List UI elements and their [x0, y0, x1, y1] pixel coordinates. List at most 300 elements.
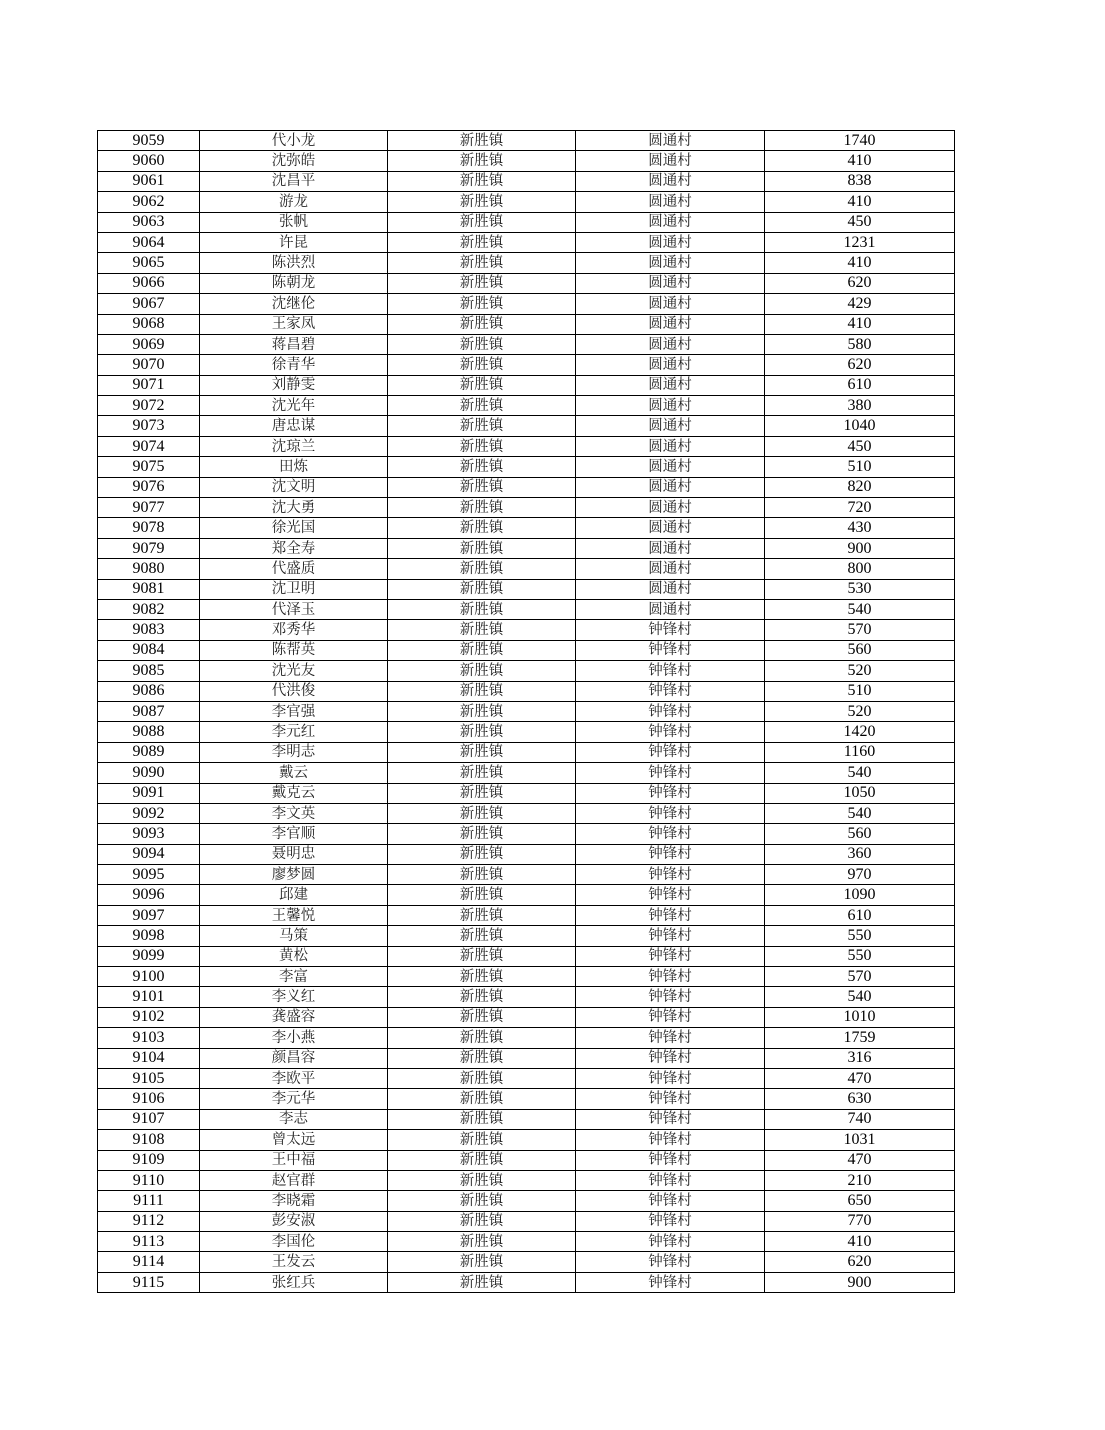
table-row	[98, 212, 955, 232]
town-cell: 新胜镇	[388, 1007, 576, 1027]
name-cell: 郑全寿	[200, 538, 388, 558]
town-cell: 新胜镇	[388, 457, 576, 477]
village-cell: 钟锋村	[576, 1191, 765, 1211]
amount-cell: 820	[765, 477, 955, 497]
amount-cell: 610	[765, 375, 955, 395]
town-cell: 新胜镇	[388, 885, 576, 905]
name-cell: 李晓霜	[200, 1191, 388, 1211]
town-cell: 新胜镇	[388, 844, 576, 864]
name-cell: 沈文明	[200, 477, 388, 497]
amount-cell: 540	[765, 987, 955, 1007]
table-row	[98, 681, 955, 701]
amount-cell: 1090	[765, 885, 955, 905]
name-cell: 张帆	[200, 212, 388, 232]
name-cell: 蒋昌碧	[200, 334, 388, 354]
name-cell: 龚盛容	[200, 1007, 388, 1027]
name-cell: 戴克云	[200, 783, 388, 803]
amount-cell: 1231	[765, 232, 955, 252]
amount-cell: 1759	[765, 1028, 955, 1048]
table-row	[98, 253, 955, 273]
village-cell: 圆通村	[576, 375, 765, 395]
town-cell: 新胜镇	[388, 212, 576, 232]
table-row	[98, 967, 955, 987]
table-row	[98, 1252, 955, 1272]
amount-cell: 530	[765, 579, 955, 599]
table-row	[98, 987, 955, 1007]
village-cell: 圆通村	[576, 171, 765, 191]
name-cell: 李欧平	[200, 1068, 388, 1088]
village-cell: 钟锋村	[576, 1089, 765, 1109]
table-row	[98, 192, 955, 212]
name-cell: 代洪俊	[200, 681, 388, 701]
table-row	[98, 1232, 955, 1252]
village-cell: 圆通村	[576, 477, 765, 497]
village-cell: 钟锋村	[576, 1130, 765, 1150]
table-row	[98, 763, 955, 783]
town-cell: 新胜镇	[388, 599, 576, 619]
village-cell: 圆通村	[576, 232, 765, 252]
amount-cell: 450	[765, 212, 955, 232]
name-cell: 游龙	[200, 192, 388, 212]
row-id-cell: 9109	[98, 1150, 200, 1170]
name-cell: 沈卫明	[200, 579, 388, 599]
row-id-cell: 9094	[98, 844, 200, 864]
amount-cell: 470	[765, 1068, 955, 1088]
town-cell: 新胜镇	[388, 763, 576, 783]
table-row	[98, 946, 955, 966]
row-id-cell: 9093	[98, 824, 200, 844]
village-cell: 钟锋村	[576, 844, 765, 864]
row-id-cell: 9075	[98, 457, 200, 477]
village-cell: 圆通村	[576, 436, 765, 456]
name-cell: 赵官群	[200, 1170, 388, 1190]
village-cell: 钟锋村	[576, 1272, 765, 1292]
row-id-cell: 9096	[98, 885, 200, 905]
village-cell: 钟锋村	[576, 1211, 765, 1231]
row-id-cell: 9115	[98, 1272, 200, 1292]
row-id-cell: 9066	[98, 273, 200, 293]
village-cell: 钟锋村	[576, 763, 765, 783]
table-row	[98, 1007, 955, 1027]
amount-cell: 410	[765, 192, 955, 212]
village-cell: 圆通村	[576, 599, 765, 619]
table-row	[98, 579, 955, 599]
town-cell: 新胜镇	[388, 518, 576, 538]
amount-cell: 430	[765, 518, 955, 538]
amount-cell: 570	[765, 620, 955, 640]
row-id-cell: 9077	[98, 498, 200, 518]
table-row	[98, 294, 955, 314]
table-row	[98, 783, 955, 803]
name-cell: 田炼	[200, 457, 388, 477]
table-row	[98, 1048, 955, 1068]
village-cell: 圆通村	[576, 192, 765, 212]
village-cell: 圆通村	[576, 559, 765, 579]
amount-cell: 1050	[765, 783, 955, 803]
name-cell: 沈大勇	[200, 498, 388, 518]
row-id-cell: 9069	[98, 334, 200, 354]
town-cell: 新胜镇	[388, 1068, 576, 1088]
town-cell: 新胜镇	[388, 987, 576, 1007]
amount-cell: 620	[765, 273, 955, 293]
table-row	[98, 1150, 955, 1170]
village-cell: 钟锋村	[576, 1109, 765, 1129]
village-cell: 钟锋村	[576, 620, 765, 640]
village-cell: 圆通村	[576, 212, 765, 232]
town-cell: 新胜镇	[388, 498, 576, 518]
row-id-cell: 9099	[98, 946, 200, 966]
amount-cell: 800	[765, 559, 955, 579]
village-cell: 钟锋村	[576, 905, 765, 925]
amount-cell: 540	[765, 803, 955, 823]
town-cell: 新胜镇	[388, 742, 576, 762]
name-cell: 邓秀华	[200, 620, 388, 640]
name-cell: 许昆	[200, 232, 388, 252]
row-id-cell: 9059	[98, 131, 200, 151]
name-cell: 陈帮英	[200, 640, 388, 660]
town-cell: 新胜镇	[388, 1048, 576, 1068]
row-id-cell: 9060	[98, 151, 200, 171]
village-cell: 圆通村	[576, 579, 765, 599]
village-cell: 钟锋村	[576, 885, 765, 905]
name-cell: 李元华	[200, 1089, 388, 1109]
table-row	[98, 273, 955, 293]
town-cell: 新胜镇	[388, 314, 576, 334]
table-row	[98, 1089, 955, 1109]
amount-cell: 360	[765, 844, 955, 864]
village-cell: 钟锋村	[576, 926, 765, 946]
row-id-cell: 9105	[98, 1068, 200, 1088]
name-cell: 廖梦圆	[200, 865, 388, 885]
amount-cell: 900	[765, 538, 955, 558]
village-cell: 钟锋村	[576, 681, 765, 701]
name-cell: 李小燕	[200, 1028, 388, 1048]
town-cell: 新胜镇	[388, 131, 576, 151]
village-cell: 钟锋村	[576, 1048, 765, 1068]
village-cell: 钟锋村	[576, 824, 765, 844]
name-cell: 代盛质	[200, 559, 388, 579]
amount-cell: 610	[765, 905, 955, 925]
town-cell: 新胜镇	[388, 681, 576, 701]
town-cell: 新胜镇	[388, 722, 576, 742]
amount-cell: 510	[765, 681, 955, 701]
row-id-cell: 9087	[98, 701, 200, 721]
amount-cell: 550	[765, 946, 955, 966]
amount-cell: 620	[765, 1252, 955, 1272]
town-cell: 新胜镇	[388, 192, 576, 212]
village-cell: 钟锋村	[576, 1007, 765, 1027]
village-cell: 钟锋村	[576, 1150, 765, 1170]
amount-cell: 380	[765, 396, 955, 416]
amount-cell: 510	[765, 457, 955, 477]
row-id-cell: 9108	[98, 1130, 200, 1150]
amount-cell: 1740	[765, 131, 955, 151]
village-cell: 圆通村	[576, 416, 765, 436]
table-row	[98, 1191, 955, 1211]
town-cell: 新胜镇	[388, 803, 576, 823]
town-cell: 新胜镇	[388, 1252, 576, 1272]
village-cell: 圆通村	[576, 253, 765, 273]
village-cell: 圆通村	[576, 131, 765, 151]
row-id-cell: 9081	[98, 579, 200, 599]
town-cell: 新胜镇	[388, 824, 576, 844]
table-row	[98, 1028, 955, 1048]
amount-cell: 620	[765, 355, 955, 375]
amount-cell: 560	[765, 640, 955, 660]
name-cell: 李官顺	[200, 824, 388, 844]
town-cell: 新胜镇	[388, 1272, 576, 1292]
row-id-cell: 9064	[98, 232, 200, 252]
town-cell: 新胜镇	[388, 396, 576, 416]
name-cell: 邱建	[200, 885, 388, 905]
amount-cell: 838	[765, 171, 955, 191]
row-id-cell: 9076	[98, 477, 200, 497]
table-row	[98, 742, 955, 762]
town-cell: 新胜镇	[388, 171, 576, 191]
town-cell: 新胜镇	[388, 1170, 576, 1190]
table-row	[98, 824, 955, 844]
table-row	[98, 1109, 955, 1129]
name-cell: 李官强	[200, 701, 388, 721]
town-cell: 新胜镇	[388, 1211, 576, 1231]
town-cell: 新胜镇	[388, 1028, 576, 1048]
town-cell: 新胜镇	[388, 905, 576, 925]
table-row	[98, 436, 955, 456]
amount-cell: 540	[765, 763, 955, 783]
amount-cell: 410	[765, 151, 955, 171]
row-id-cell: 9089	[98, 742, 200, 762]
table-row	[98, 559, 955, 579]
town-cell: 新胜镇	[388, 620, 576, 640]
table-row	[98, 171, 955, 191]
village-cell: 圆通村	[576, 518, 765, 538]
town-cell: 新胜镇	[388, 926, 576, 946]
row-id-cell: 9092	[98, 803, 200, 823]
name-cell: 唐忠谋	[200, 416, 388, 436]
amount-cell: 970	[765, 865, 955, 885]
amount-cell: 650	[765, 1191, 955, 1211]
amount-cell: 1160	[765, 742, 955, 762]
name-cell: 张红兵	[200, 1272, 388, 1292]
table-row	[98, 355, 955, 375]
table-row	[98, 1130, 955, 1150]
amount-cell: 410	[765, 253, 955, 273]
row-id-cell: 9104	[98, 1048, 200, 1068]
name-cell: 王发云	[200, 1252, 388, 1272]
amount-cell: 520	[765, 661, 955, 681]
amount-cell: 429	[765, 294, 955, 314]
amount-cell: 470	[765, 1150, 955, 1170]
name-cell: 李明志	[200, 742, 388, 762]
town-cell: 新胜镇	[388, 355, 576, 375]
name-cell: 李国伦	[200, 1232, 388, 1252]
name-cell: 沈光年	[200, 396, 388, 416]
row-id-cell: 9097	[98, 905, 200, 925]
town-cell: 新胜镇	[388, 1232, 576, 1252]
town-cell: 新胜镇	[388, 640, 576, 660]
name-cell: 代小龙	[200, 131, 388, 151]
row-id-cell: 9073	[98, 416, 200, 436]
village-cell: 圆通村	[576, 314, 765, 334]
row-id-cell: 9071	[98, 375, 200, 395]
row-id-cell: 9082	[98, 599, 200, 619]
row-id-cell: 9111	[98, 1191, 200, 1211]
village-cell: 圆通村	[576, 538, 765, 558]
amount-cell: 720	[765, 498, 955, 518]
amount-cell: 450	[765, 436, 955, 456]
table-row	[98, 477, 955, 497]
row-id-cell: 9113	[98, 1232, 200, 1252]
town-cell: 新胜镇	[388, 1191, 576, 1211]
name-cell: 沈继伦	[200, 294, 388, 314]
town-cell: 新胜镇	[388, 1109, 576, 1129]
town-cell: 新胜镇	[388, 579, 576, 599]
name-cell: 聂明忠	[200, 844, 388, 864]
row-id-cell: 9078	[98, 518, 200, 538]
name-cell: 马策	[200, 926, 388, 946]
table-row	[98, 1068, 955, 1088]
row-id-cell: 9112	[98, 1211, 200, 1231]
table-row	[98, 334, 955, 354]
table-row	[98, 865, 955, 885]
table-row	[98, 151, 955, 171]
town-cell: 新胜镇	[388, 559, 576, 579]
table-row	[98, 518, 955, 538]
town-cell: 新胜镇	[388, 783, 576, 803]
name-cell: 沈光友	[200, 661, 388, 681]
table-row	[98, 661, 955, 681]
row-id-cell: 9095	[98, 865, 200, 885]
town-cell: 新胜镇	[388, 232, 576, 252]
town-cell: 新胜镇	[388, 538, 576, 558]
name-cell: 彭安淑	[200, 1211, 388, 1231]
village-cell: 圆通村	[576, 355, 765, 375]
row-id-cell: 9098	[98, 926, 200, 946]
table-row	[98, 416, 955, 436]
row-id-cell: 9065	[98, 253, 200, 273]
table-row	[98, 1272, 955, 1292]
town-cell: 新胜镇	[388, 946, 576, 966]
town-cell: 新胜镇	[388, 294, 576, 314]
row-id-cell: 9103	[98, 1028, 200, 1048]
town-cell: 新胜镇	[388, 375, 576, 395]
village-cell: 钟锋村	[576, 1068, 765, 1088]
village-cell: 钟锋村	[576, 1170, 765, 1190]
amount-cell: 210	[765, 1170, 955, 1190]
town-cell: 新胜镇	[388, 661, 576, 681]
amount-cell: 570	[765, 967, 955, 987]
name-cell: 颜昌容	[200, 1048, 388, 1068]
row-id-cell: 9085	[98, 661, 200, 681]
table-row	[98, 844, 955, 864]
name-cell: 徐光国	[200, 518, 388, 538]
amount-cell: 580	[765, 334, 955, 354]
table-row	[98, 375, 955, 395]
row-id-cell: 9079	[98, 538, 200, 558]
town-cell: 新胜镇	[388, 436, 576, 456]
name-cell: 刘静雯	[200, 375, 388, 395]
name-cell: 陈朝龙	[200, 273, 388, 293]
name-cell: 沈琼兰	[200, 436, 388, 456]
village-cell: 圆通村	[576, 396, 765, 416]
table-row	[98, 620, 955, 640]
row-id-cell: 9070	[98, 355, 200, 375]
village-cell: 圆通村	[576, 273, 765, 293]
row-id-cell: 9062	[98, 192, 200, 212]
town-cell: 新胜镇	[388, 334, 576, 354]
name-cell: 代泽玉	[200, 599, 388, 619]
village-cell: 钟锋村	[576, 865, 765, 885]
name-cell: 王馨悦	[200, 905, 388, 925]
village-cell: 钟锋村	[576, 783, 765, 803]
row-id-cell: 9067	[98, 294, 200, 314]
town-cell: 新胜镇	[388, 865, 576, 885]
table-row	[98, 599, 955, 619]
village-cell: 圆通村	[576, 457, 765, 477]
amount-cell: 740	[765, 1109, 955, 1129]
row-id-cell: 9106	[98, 1089, 200, 1109]
amount-cell: 520	[765, 701, 955, 721]
row-id-cell: 9100	[98, 967, 200, 987]
row-id-cell: 9063	[98, 212, 200, 232]
name-cell: 李元红	[200, 722, 388, 742]
name-cell: 沈昌平	[200, 171, 388, 191]
amount-cell: 1010	[765, 1007, 955, 1027]
table-row	[98, 905, 955, 925]
table-row	[98, 396, 955, 416]
row-id-cell: 9107	[98, 1109, 200, 1129]
village-cell: 钟锋村	[576, 701, 765, 721]
name-cell: 李富	[200, 967, 388, 987]
village-cell: 钟锋村	[576, 803, 765, 823]
table-row	[98, 1170, 955, 1190]
table-row	[98, 1211, 955, 1231]
name-cell: 陈洪烈	[200, 253, 388, 273]
name-cell: 曾太远	[200, 1130, 388, 1150]
table-row	[98, 885, 955, 905]
table-row	[98, 803, 955, 823]
village-cell: 钟锋村	[576, 742, 765, 762]
amount-cell: 410	[765, 1232, 955, 1252]
village-cell: 钟锋村	[576, 1028, 765, 1048]
name-cell: 沈弥皓	[200, 151, 388, 171]
row-id-cell: 9102	[98, 1007, 200, 1027]
amount-cell: 1031	[765, 1130, 955, 1150]
village-cell: 钟锋村	[576, 967, 765, 987]
row-id-cell: 9110	[98, 1170, 200, 1190]
name-cell: 黄松	[200, 946, 388, 966]
village-cell: 钟锋村	[576, 1252, 765, 1272]
town-cell: 新胜镇	[388, 701, 576, 721]
name-cell: 王中福	[200, 1150, 388, 1170]
table-row	[98, 538, 955, 558]
amount-cell: 1040	[765, 416, 955, 436]
amount-cell: 770	[765, 1211, 955, 1231]
amount-cell: 630	[765, 1089, 955, 1109]
row-id-cell: 9084	[98, 640, 200, 660]
table-row	[98, 926, 955, 946]
amount-cell: 900	[765, 1272, 955, 1292]
name-cell: 王家凤	[200, 314, 388, 334]
town-cell: 新胜镇	[388, 477, 576, 497]
town-cell: 新胜镇	[388, 1130, 576, 1150]
town-cell: 新胜镇	[388, 1089, 576, 1109]
table-row	[98, 131, 955, 151]
table-row	[98, 232, 955, 252]
amount-cell: 410	[765, 314, 955, 334]
table-body	[98, 131, 955, 1293]
row-id-cell: 9088	[98, 722, 200, 742]
